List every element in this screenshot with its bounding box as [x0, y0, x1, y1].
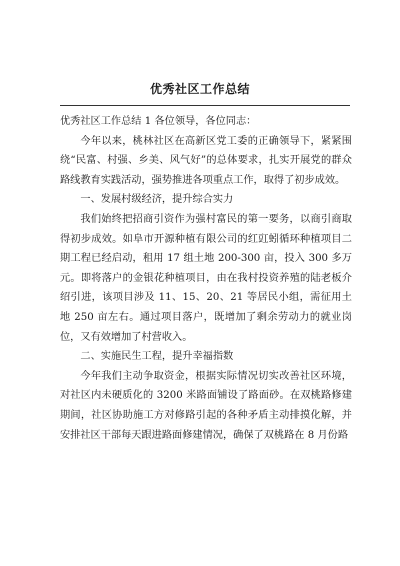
- section-heading-economy: 一、发展村级经济，提升综合实力: [80, 194, 234, 206]
- paragraph-economy: 我们始终把招商引资作为强村富民的第一要务，以商引商取得初步成效。如阜市开源种植有限公司的红豇蚓循环种植项目二期工程已经启动，租用 17 组土地 200-300 亩，投入 300 多万元。即将落户的金银花种植项目，由在我村投资养殖的陆老板介绍引进，该项目涉及 11、15、20、21 等居民小组，需征用土地 250 亩左右。通过项目落户，既增加了剩余劳动力的就业岗位，又有效增加了村营收入。: [60, 213, 352, 343]
- section-heading-livelihood: 二、实施民生工程，提升幸福指数: [80, 351, 234, 363]
- document-body: [60, 112, 352, 445]
- salutation: 优秀社区工作总结 1 各位领导，各位同志：: [60, 116, 257, 127]
- paragraph-intro: 今年以来，桃林社区在高新区党工委的正确领导下，紧紧围绕“民富、村强、乡美、风气好”的总体要求，扎实开展党的群众路线教育实践活动，强势推进各项重点工作，取得了初步成效。: [60, 135, 352, 186]
- paragraph-livelihood: 今年我们主动争取资金，根据实际情况切实改善社区环境，对社区内未硬质化的 3200 米路面铺设了路面砂。在双桃路修建期间，社区协助施工方对修路引起的各种矛盾主动排摸化解，并安排社区干部每天跟进路面修建情况，确保了双桃路在 8 月份路: [60, 370, 352, 441]
- document-title: 优秀社区工作总结: [149, 82, 250, 96]
- title-divider: [60, 105, 350, 106]
